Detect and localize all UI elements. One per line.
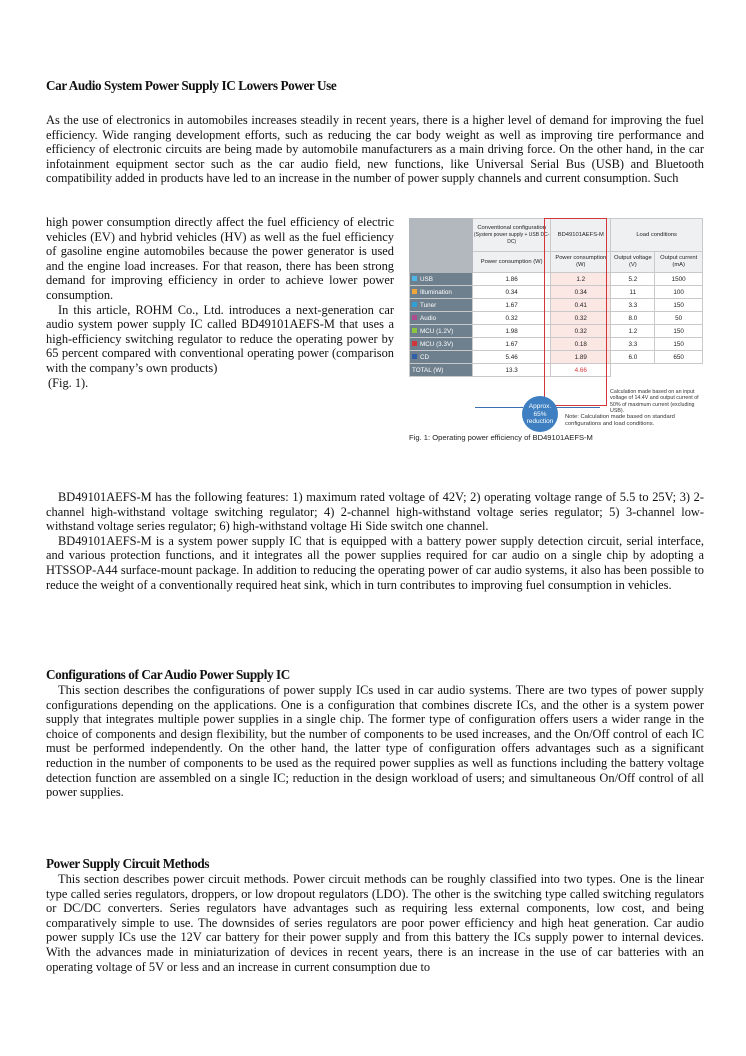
table-row [410, 351, 703, 364]
table-row [410, 299, 703, 312]
current-value: 150 [655, 299, 703, 312]
bd-value: 0.41 [551, 299, 611, 312]
row-label: CD [410, 351, 473, 364]
subheader-power-conv: Power consumption (W) [473, 252, 551, 273]
table-row [410, 286, 703, 299]
table-row [410, 325, 703, 338]
conv-value: 0.34 [473, 286, 551, 299]
legend-swatch [412, 276, 417, 281]
voltage-value: 1.2 [611, 325, 655, 338]
figure-1 [409, 218, 705, 448]
table-row [410, 338, 703, 351]
legend-swatch [412, 302, 417, 307]
intro-left-column [46, 215, 394, 390]
article-title: Car Audio System Power Supply IC Lowers Power Use [46, 78, 337, 93]
header-bd49101: BD49101AEFS-M [551, 219, 611, 252]
legend-swatch [412, 315, 417, 320]
table-row [410, 312, 703, 325]
row-label: Tuner [410, 299, 473, 312]
voltage-value: 3.3 [611, 299, 655, 312]
row-label: USB [410, 273, 473, 286]
legend-swatch [412, 341, 417, 346]
voltage-value: 6.0 [611, 351, 655, 364]
calculation-note: Calculation made based on an input voltage of 14.4V and output current of 50% of maximum current (excluding USB). [610, 389, 699, 414]
total-underline [475, 407, 523, 408]
conv-value: 1.67 [473, 299, 551, 312]
legend-swatch [412, 289, 417, 294]
row-label: Illumination [410, 286, 473, 299]
header-conventional: Conventional configuration (System power supply + USB DC-DC) [473, 219, 551, 252]
legend-swatch [412, 354, 417, 359]
bd-value: 0.32 [551, 325, 611, 338]
intro-paragraph-continued: high power consumption directly affect the fuel efficiency of electric vehicles (EV) and hybrid vehicles (HV) as well as the fuel efficiency of gasoline engine automobiles because the power generator is used and the engine load increases. For that reason, there has been strong demand for improving efficiency in order to achieve lower power consumption. [46, 215, 394, 302]
bd-value: 0.32 [551, 312, 611, 325]
subheader-output-voltage: Output voltage (V) [611, 252, 655, 273]
total-conventional: 13.3 [473, 364, 551, 377]
configurations-paragraph: This section describes the configurations of power supply ICs used in car audio systems. There are two types of power supply configurations depending on the applications. One is a configuration that combines discrete ICs, and the other is a system power supply that integrates multiple power supplies in a single chip. The former type of configuration offers users a wider range in the choice of components and design flexibility, but the number of components to be used increases, and the On/Off control of each IC must be performed independently. On the other hand, the latter type of configuration offers advantages such as a significant reduction in the number of components to be used as the required power supplies as well as functions including the battery voltage detection function are assembled on a single IC; reduction in the design workload of users; and simultaneous On/Off control of all power supplies. [46, 683, 704, 800]
row-label: Audio [410, 312, 473, 325]
legend-swatch [412, 328, 417, 333]
voltage-value: 5.2 [611, 273, 655, 286]
row-label: MCU (3.3V) [410, 338, 473, 351]
current-value: 650 [655, 351, 703, 364]
voltage-value: 8.0 [611, 312, 655, 325]
features-section [46, 490, 704, 592]
current-value: 1500 [655, 273, 703, 286]
conv-value: 5.46 [473, 351, 551, 364]
section-title-circuit-methods: Power Supply Circuit Methods [46, 856, 210, 871]
total-bd49101: 4.66 [551, 364, 611, 377]
current-value: 100 [655, 286, 703, 299]
features-paragraph: BD49101AEFS-M has the following features: 1) maximum rated voltage of 42V; 2) operating voltage range of 5.5 to 25V; 3) 2-channel high-withstand voltage switching regulator; 4) 2-channel high-withstand voltage series regulator; 5) 3-channel low-withstand voltage series regulator; 6) high-withstand voltage Hi Side switch one channel. [46, 490, 704, 534]
header-load-conditions: Load conditions [611, 219, 703, 252]
circuit-methods-paragraph: This section describes power circuit methods. Power circuit methods can be roughly classified into two types. One is the linear type called series regulators, droppers, or low dropout regulators (LDO). The other is the switching type called switching regulators or DC/DC converters. Series regulators have advantages such as requiring less external components, low cost, and being comparatively simple to use. The downsides of series regulators are poor power efficiency and high heat generation. Car audio power supply ICs use the 12V car battery for their power supply and from this battery the ICs supply power to internal devices. With the advances made in miniaturization of devices in recent years, there is an increase in the use of car batteries with an operating voltage of 5V or less and an increase in current consumption due to [46, 872, 704, 974]
bd-value: 0.34 [551, 286, 611, 299]
row-label: MCU (1.2V) [410, 325, 473, 338]
table-row [410, 273, 703, 286]
figure-caption: Fig. 1: Operating power efficiency of BD49101AEFS-M [409, 433, 593, 442]
current-value: 150 [655, 325, 703, 338]
conv-value: 1.86 [473, 273, 551, 286]
reduction-badge: Approx. 65% reduction [522, 396, 558, 432]
total-underline-bd [552, 407, 600, 408]
conv-value: 1.98 [473, 325, 551, 338]
current-value: 50 [655, 312, 703, 325]
bd-value: 1.2 [551, 273, 611, 286]
system-ic-paragraph: BD49101AEFS-M is a system power supply IC that is equipped with a battery power supply detection circuit, serial interface, and various protection functions, and it integrates all the power supplies required for car audio on a single chip by adopting a HTSSOP-A44 surface-mount package. In addition to reducing the operating power of car audio systems, it also has been possible to reduce the weight of a conventionally required heat sink, which in turn contributes to improving fuel consumption in vehicles. [46, 533, 704, 592]
intro-paragraph: As the use of electronics in automobiles increases steadily in recent years, there is a higher level of demand for improving the fuel efficiency. Wide ranging development efforts, such as reducing the car body weight as well as improving tire performance and efficiency of electronic circuits are being made by automobile manufacturers as a main driving force. On the other hand, in the car infotainment equipment sector such as the car audio field, new functions, like Universal Serial Bus (USB) and Bluetooth compatibility added in products have led to an increase in the number of power supply channels and current consumption. Such [46, 113, 704, 186]
table-corner [410, 219, 473, 252]
conv-value: 0.32 [473, 312, 551, 325]
bd-value: 0.18 [551, 338, 611, 351]
subheader-output-current: Output current (mA) [655, 252, 703, 273]
table-corner-2 [410, 252, 473, 273]
voltage-value: 11 [611, 286, 655, 299]
section-title-configurations: Configurations of Car Audio Power Supply IC [46, 667, 290, 682]
total-label: TOTAL (W) [410, 364, 473, 377]
intro-rohm-paragraph: In this article, ROHM Co., Ltd. introduces a next-generation car audio system power supply IC called BD49101AEFS-M that uses a high-efficiency switching regulator to reduce the operating power by 65 percent compared with conventional operating power (comparison with the company’s own products) [46, 302, 394, 375]
bd-value: 1.89 [551, 351, 611, 364]
power-table [409, 218, 703, 377]
subheader-power-bd: Power consumption (W) [551, 252, 611, 273]
intro-fig-ref: (Fig. 1). [48, 375, 89, 390]
voltage-value: 3.3 [611, 338, 655, 351]
standard-config-note: Note: Calculation made based on standard configurations and load conditions. [565, 414, 675, 427]
current-value: 150 [655, 338, 703, 351]
conv-value: 1.67 [473, 338, 551, 351]
